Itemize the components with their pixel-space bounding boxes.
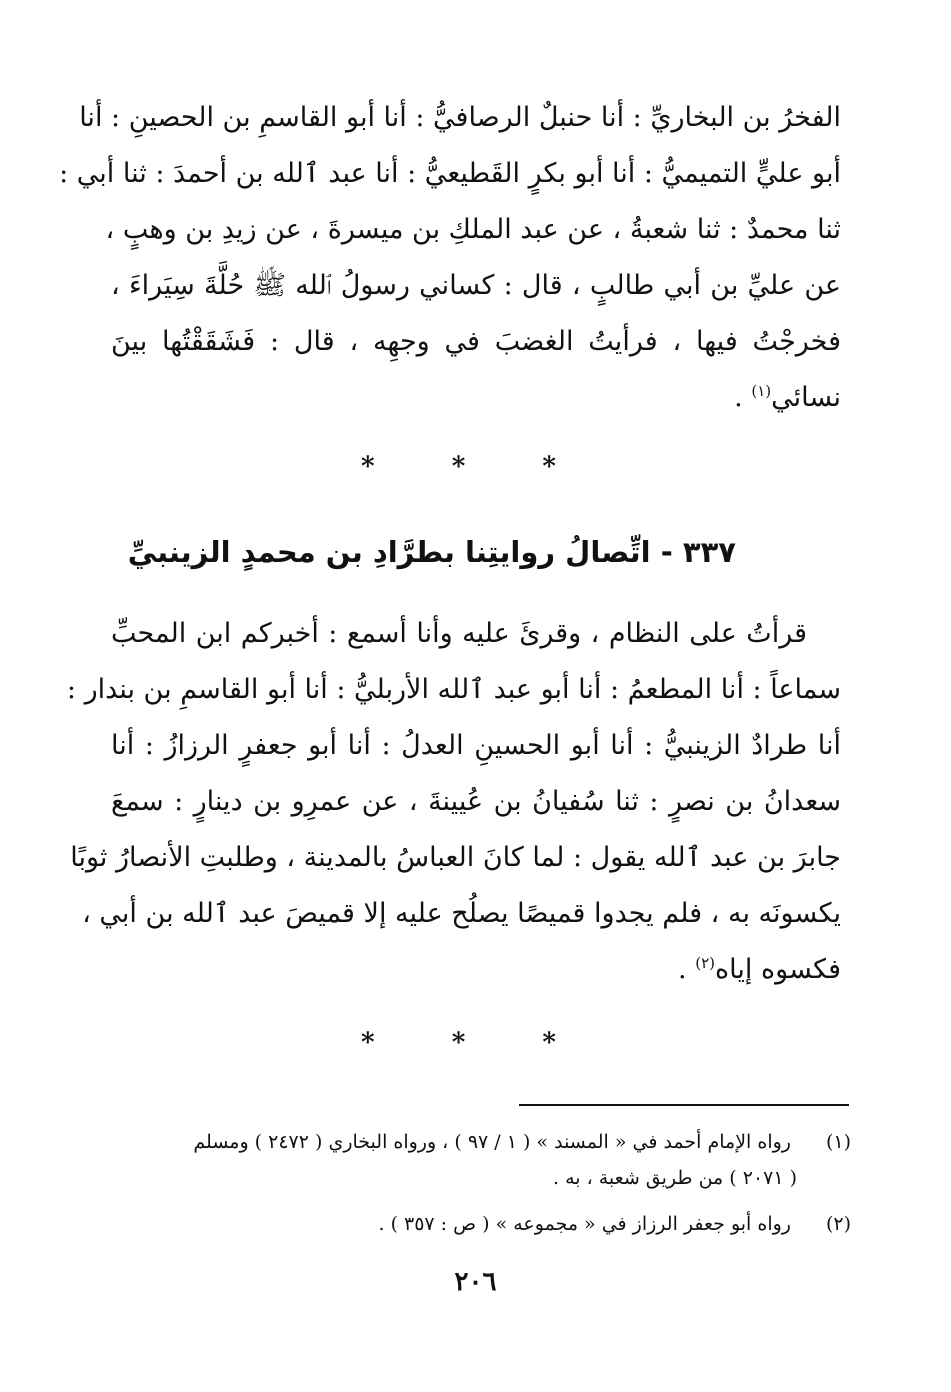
footnote-text: رواه الإمام أحمد في « المسند » ( ١ / ٩٧ ) ، ورواه البخاري ( ٢٤٧٢ ) ومسلم [193,1131,791,1153]
footnote-ref-1: (١) [751,382,772,400]
text-line: جابرَ بن عبد ٱلله يقول : لما كانَ العباسُ بالمدينة ، وطلبتِ الأنصارُ ثوبًا [70,842,841,873]
text-line-end: فكسوه إياه [715,954,841,985]
page-number: ٢٠٦ [454,1267,497,1297]
text-line: سعدانُ بن نصرٍ : ثنا سُفيانُ بن عُيينةَ ، عن عمرِو بن دينارٍ : سمعَ [111,786,841,817]
separator-stars: * * * [361,452,590,482]
footnote-1-continued: ( ٢٠٧١ ) من طريق شعبة ، به . [552,1167,797,1189]
footnote-number: (٢) [825,1213,851,1235]
footnote-1 [101,1124,851,1160]
separator-stars: * * * [361,1028,590,1058]
section-dash: - [660,535,673,569]
text-line: عن عليِّ بن أبي طالبٍ ، قال : كساني رسولُ ٱلله ﷺ حُلَّةَ سِيَراءَ ، [111,270,842,301]
text-line: يكسونَه به ، فلم يجدوا قميصًا يصلُح عليه إلا قميصَ عبد ٱلله بن أبي ، [82,898,841,929]
sentence-end: . [678,954,687,985]
section-number: ٣٣٧ [682,535,736,569]
footnote-text: رواه أبو جعفر الرزاز في « مجموعه » ( ص : ٣٥٧ ) . [378,1213,791,1235]
footnote-number: (١) [825,1131,851,1153]
footnote-ref-2: (٢) [695,954,716,972]
text-line: ثنا محمدٌ : ثنا شعبةُ ، عن عبد الملكِ بن ميسرةَ ، عن زيدِ بن وهبٍ ، [105,214,841,245]
text-line: سماعاً : أنا المطعمُ : أنا أبو عبد ٱلله الأربليُّ : أنا أبو القاسمِ بن بندار : [66,674,841,705]
text-line-final [111,370,841,426]
text-line-end: نسائي [771,382,841,413]
footnote-rule [519,1104,849,1106]
section-title: اتِّصالُ روايتِنا بطرَّادِ بن محمدٍ الزينبيِّ [127,535,651,569]
sentence-end: . [734,382,743,413]
text-line: فخرجْتُ فيها ، فرأيتُ الغضبَ في وجهِه ، قال : فَشَقَقْتُها بينَ [111,326,841,357]
text-line: الفخرُ بن البخاريِّ : أنا حنبلٌ الرصافيُّ : أنا أبو القاسمِ بن الحصينِ : أنا [79,102,841,133]
footnote-2 [101,1206,851,1242]
text-line: أبو عليٍّ التميميُّ : أنا أبو بكرٍ القَطيعيُّ : أنا عبد ٱلله بن أحمدَ : ثنا أبي : [59,158,841,189]
text-line-final [111,942,841,998]
section-heading [127,527,736,577]
text-line: أنا طرادٌ الزينبيُّ : أنا أبو الحسينِ العدلُ : أنا أبو جعفرٍ الرزازُ : أنا [111,730,841,761]
text-line: قرأتُ على النظام ، وقرئَ عليه وأنا أسمع : أخبركم ابن المحبِّ [111,618,807,649]
